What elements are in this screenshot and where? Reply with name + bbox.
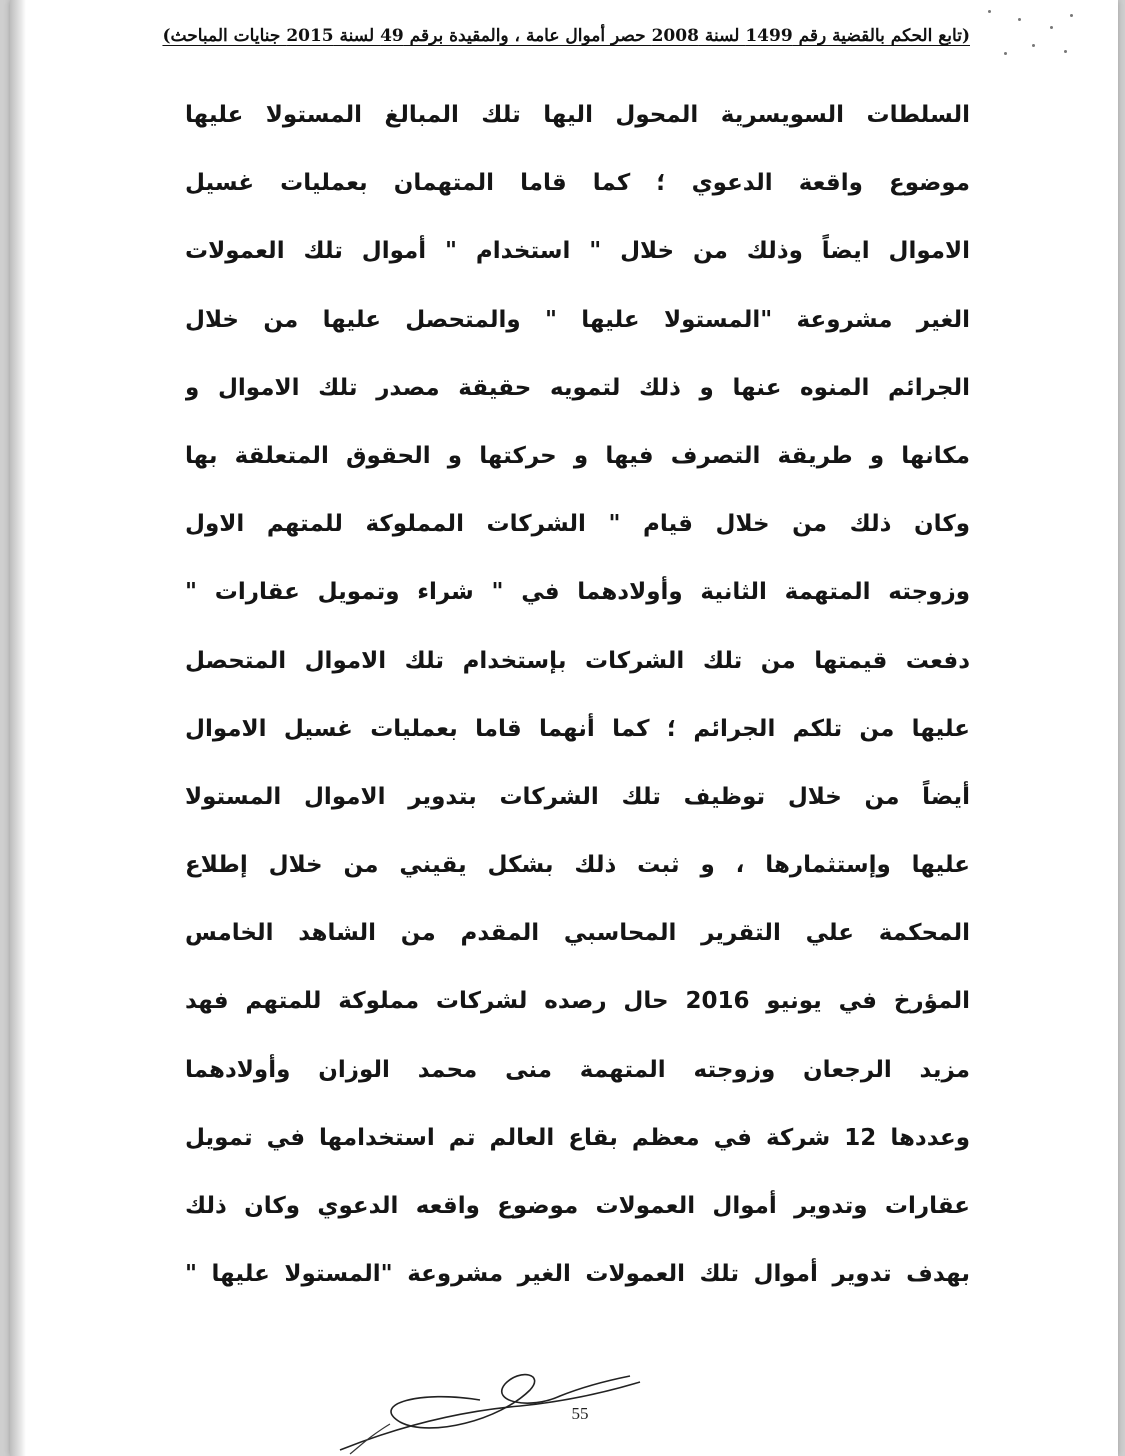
page-edge-shadow (10, 0, 26, 1456)
document-page (10, 0, 1118, 1456)
text-line: بهدف تدوير أموال تلك العمولات الغير مشروعة "المستولا عليها " (185, 1261, 970, 1288)
text-line: دفعت قيمتها من تلك الشركات بإستخدام تلك الاموال المتحصل (185, 647, 970, 674)
text-line: عقارات وتدوير أموال العمولات موضوع واقعه الدعوي وكان ذلك (185, 1193, 970, 1219)
page-number: 55 (571, 1404, 589, 1423)
text-line: السلطات السويسرية المحول اليها تلك المبالغ المستولا عليها (185, 102, 970, 128)
text-line: مكانها و طريقة التصرف فيها و حركتها و الحقوق المتعلقة بها (185, 442, 970, 469)
case-header: (تابع الحكم بالقضية رقم 1499 لسنة 2008 حصر أموال عامة ، والمقيدة برقم 49 لسنة 2015 جنايات المباحث) (162, 26, 970, 46)
text-line: الجرائم المنوه عنها و ذلك لتمويه حقيقة مصدر تلك الاموال و (185, 374, 970, 401)
text-line: عليها من تلكم الجرائم ؛ كما أنهما قاما بعمليات غسيل الاموال (185, 715, 970, 742)
text-line: موضوع واقعة الدعوي ؛ كما قاما المتهمان بعمليات غسيل (185, 170, 970, 197)
text-line: وعددها 12 شركة في معظم بقاع العالم تم استخدامها في تمويل (185, 1124, 970, 1151)
text-line: وزوجته المتهمة الثانية وأولادهما في " شراء وتمويل عقارات " (185, 579, 970, 606)
scan-speckles (980, 4, 1090, 64)
text-line: مزيد الرجعان وزوجته المتهمة منى محمد الوزان وأولادهما (185, 1056, 970, 1083)
text-line: المؤرخ في يونيو 2016 حال رصده لشركات مملوكة للمتهم فهد (185, 988, 970, 1015)
text-line: الاموال ايضاً وذلك من خلال " استخدام " أموال تلك العمولات (185, 238, 970, 265)
body-text (185, 90, 970, 1317)
text-line: المحكمة علي التقرير المحاسبي المقدم من الشاهد الخامس (185, 920, 970, 947)
text-line: أيضاً من خلال توظيف تلك الشركات بتدوير الاموال المستولا (185, 783, 970, 810)
text-line: عليها وإستثمارها ، و ثبت ذلك بشكل يقيني من خلال إطلاع (185, 852, 970, 879)
handwritten-signature (330, 1360, 690, 1456)
text-line: وكان ذلك من خلال قيام " الشركات المملوكة للمتهم الاول (185, 511, 970, 538)
text-line: الغير مشروعة "المستولا عليها " والمتحصل عليها من خلال (185, 306, 970, 333)
